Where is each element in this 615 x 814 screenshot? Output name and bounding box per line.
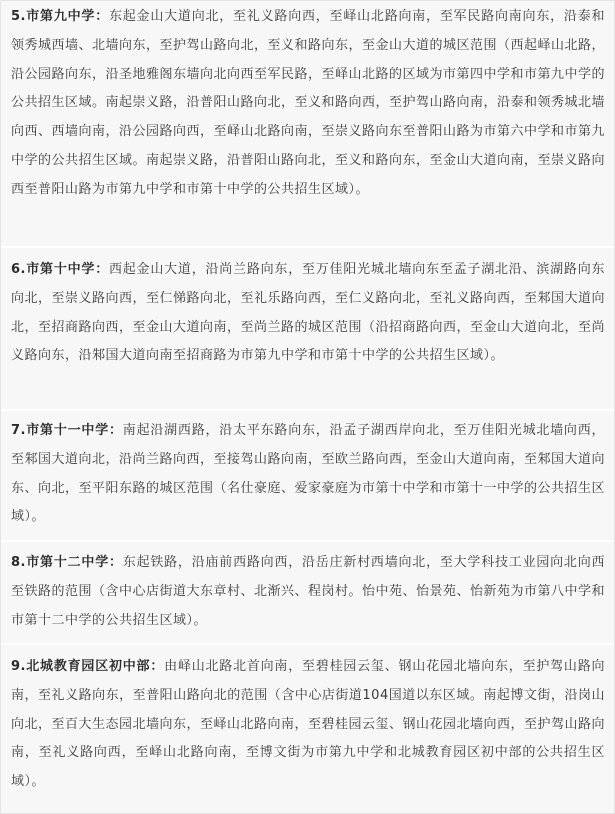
school-name: 6.市第十中学： xyxy=(11,262,109,277)
school-name: 5.市第九中学： xyxy=(11,9,109,24)
section-school-11 xyxy=(11,417,605,532)
school-name: 8.市第十二中学： xyxy=(11,555,123,570)
district-description: 南起沿湖西路，沿太平东路向东，沿孟子湖西岸向北，至万佳阳光城北墙向西，至邾国大道向北，沿尚兰路向西，至接驾山路向南，至欧兰路向西，至金山大道向南，至邾国大道向东、向北，至平阳东路的城区范围（名仕豪庭、爱家豪庭为市第十中学和市第十一中学的公共招生区域）。 xyxy=(11,423,606,525)
district-description: 西起金山大道，沿尚兰路向东，至万佳阳光城北墙向东至孟子湖北沿、滨湖路向东向北，至崇义路向西，至仁悌路向北，至礼乐路向西，至仁义路向北，至礼义路向西，至邾国大道向北，至招商路向西，至金山大道向南，至尚兰路的城区范围（沿招商路向西，至金山大道向北，至尚义路向东，沿邾国大道向南至招商路为市第九中学和市第十中学的公共招生区域）。 xyxy=(11,262,606,364)
district-description: 东起铁路，沿庙前西路向西，沿岳庄新村西墙向北，至大学科技工业园向北向西至铁路的范围（含中心店街道大东章村、北渐兴、程岗村。怡中苑、怡景苑、怡新苑为市第八中学和市第十二中学的公共招生区域）。 xyxy=(11,555,606,628)
section-north-city-education-park xyxy=(11,653,605,797)
section-school-9 xyxy=(11,3,605,205)
section-divider xyxy=(1,540,614,542)
section-divider xyxy=(1,643,614,645)
section-divider xyxy=(1,246,614,248)
section-school-12 xyxy=(11,549,605,635)
district-description: 东起金山大道向北，至礼义路向西，至峄山北路向南，至军民路向南向东，沿泰和领秀城西墙、北墙向东，至护驾山路向北，至义和路向东，至金山大道的城区范围（西起峄山北路，沿公园路向东，沿圣地雅阁东墙向北向西至军民路，至峄山北路的区域为市第四中学和市第九中学的公共招生区域。南起崇义路，沿普阳山路向北，至义和路向西，至护驾山路向南，沿泰和领秀城北墙向西、西墙向南，沿公园路向西，至峄山北路向南，至崇义路向东至普阳山路为市第六中学和市第九中学的公共招生区域。南起崇义路，沿普阳山路向北，至义和路向东，至金山大道向南，至崇义路向西至普阳山路为市第九中学和市第十中学的公共招生区域）。 xyxy=(11,9,606,197)
school-name: 9.北城教育园区初中部： xyxy=(11,659,165,674)
section-school-10 xyxy=(11,256,605,371)
section-divider xyxy=(1,409,614,411)
district-description: 由峄山北路北首向南，至碧桂园云玺、钢山花园北墙向东，至护驾山路向南，至礼义路向东，至普阳山路向北的范围（含中心店街道104国道以东区域。南起博文街，沿岗山向北，至百大生态园北墙向东，至峄山北路向南，至碧桂园云玺、钢山花园北墙向西，至护驾山路向南，至礼义路向西，至峄山北路向南，至博文街为市第九中学和北城教育园区初中部的公共招生区域）。 xyxy=(11,659,606,790)
school-name: 7.市第十一中学： xyxy=(11,423,123,438)
